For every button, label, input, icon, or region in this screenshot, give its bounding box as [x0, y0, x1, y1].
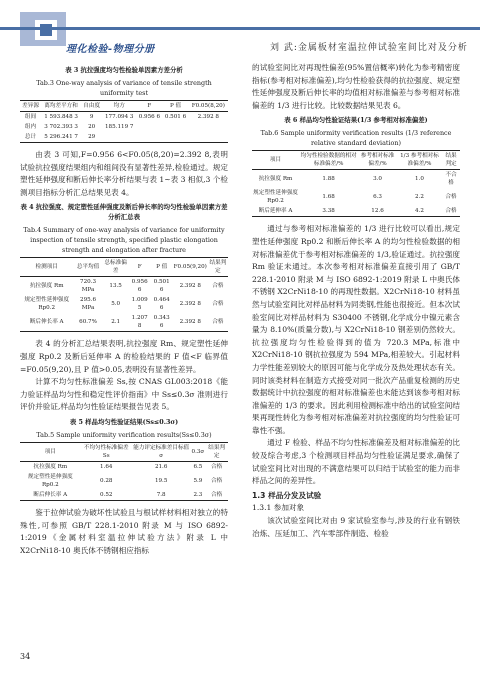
table5-caption-en: Tab.5 Sample uniformity verification results(Ss≤0.3σ) — [36, 430, 212, 439]
table-cell: 合格 — [445, 208, 457, 215]
table-cell: 5 296.241 7 — [44, 134, 78, 140]
page-number: 34 — [20, 652, 31, 661]
table-header-cell: 项目 — [44, 448, 56, 455]
table-header-cell: F0.05(8,20) — [191, 103, 225, 109]
table6-caption-cn: 表 6 样品均匀性验证结果(1/3 参考相对标准偏差) — [284, 116, 428, 125]
table-cell: 0.501 6 — [153, 279, 170, 294]
table-cell: 合格 — [211, 491, 223, 498]
table-cell: 12.6 — [371, 208, 384, 215]
table-header-cell: 离均差平方和 — [44, 103, 78, 109]
table-cell: 0.28 — [99, 477, 113, 484]
table-cell: 1.207 8 — [131, 315, 148, 330]
paragraph: 该次试验室间比对由 9 家试验室参与,涉及的行业有钢铁冶炼、压延加工、汽车零部件制造、检验 — [252, 516, 460, 538]
paragraph: 通过与参考相对标准偏差的 1/3 进行比较可以看出,规定塑性延伸强度 Rp0.2 和断后伸长率 A 的均匀性检验数据的相对标准偏差优于参考相对标准偏差的 1/3,验证通过。抗拉强度 Rm 验证未通过。本次参考相对标准偏差直接引用了 GB/T 228.1-2010 附录 M 与 ISO 6892-1:2019 附录 L 中奥氏体不锈钢 X2CrNi18-10 的再现性数据。X2CrNi18-10 材料虽然与试验室间比对样品材料为同类钢,性能也很接近。但本次试验室间比对样品材料为 S30400 不锈钢,化学成分中镍元素含量为 8.10%(质量分数),与 X2CrNi18-10 钢差别仍然较大。抗拉强度均匀性检验得到的值为 720.3 MPa,标准中 X2CrNi18-10 钢抗拉强度为 594 MPa,相差较大。引起材料力学性能差别较大的原因可能与化学成分及热处理状态有关。同时该类材料在制造方式接受对同一批次产品重复检测的历史数据统计中抗拉强度的相对标准偏差也未能达到该参考相对标准偏差的 1/3 的要求。因此利用检测标准中给出的试验室间结果再现性转化为参考相对标准偏差对抗拉强度的均匀性验证可靠性不强。 — [252, 224, 460, 435]
table-header-cell: 能力评定标准差目标值 σ — [133, 444, 190, 459]
table-cell: 抗拉强度 Rm — [258, 176, 293, 183]
table-cell — [189, 132, 228, 143]
table-cell: 规定塑性延伸强度 Rp0.2 — [24, 297, 70, 312]
table3-caption-cn: 表 3 抗拉强度均匀性检验单因素方差分析 — [65, 66, 183, 74]
table-cell: 断后延伸率 A — [258, 208, 293, 215]
table3-caption-en: Tab.3 One-way analysis of variance of tensile strength uniformity test — [36, 79, 212, 97]
table-row — [20, 295, 228, 313]
table-cell: 组内 — [24, 124, 37, 130]
table-cell: 抗拉强度 Rm — [33, 463, 68, 470]
paragraph: 鉴于拉伸试验为破坏性试验且与根试样材料相对独立的特殊性,可参照 GB/T 228.1-2010 附录 M 与 ISO 6892-1:2019《金属材料室温拉伸试验方法》附录 L 中 X2CrNi18-10 奥氏体不锈钢相应指标 — [20, 507, 228, 555]
table-cell: 177.094 3 — [105, 114, 134, 120]
page-header — [0, 0, 480, 58]
table-cell: 组间 — [24, 114, 37, 120]
table4-caption-en: Tab.4 Summary of one-way analysis of variance for uniformity inspection of tensile strength, specified plastic elongation strength and elongation after fracture — [23, 226, 225, 255]
table-cell: 1.68 — [322, 194, 335, 201]
section-heading: 1.3 样品分发及试验 — [252, 490, 322, 500]
table-cell: 295.6 MPa — [80, 297, 97, 312]
table4 — [20, 257, 228, 332]
table-row — [20, 277, 228, 296]
table-cell: 规定塑性延伸强度 Rp0.2 — [253, 190, 298, 205]
table-row — [20, 472, 228, 490]
table4-caption-cn: 表 4 抗拉强度、规定塑性延伸强度及断后伸长率的均匀性检验单因素方差分析汇总表 — [20, 203, 228, 222]
table-cell: 5.0 — [111, 301, 121, 308]
table-cell: 合格 — [445, 194, 457, 201]
paragraph: 通过 F 检验、样品不均匀性标准偏差及相对标准偏差的比较及综合考虑,3 个检测项目样品均匀性验证满足要求,确保了试验室间比对出现的不满意结果可以归结于试验室的能力而非样品之间的差异性。 — [252, 438, 460, 486]
table5-caption-cn: 表 5 样品均匀性验证结果(Ss≤0.3σ) — [69, 417, 179, 426]
table-header-cell: 自由度 — [83, 103, 101, 109]
table-row — [20, 313, 228, 332]
table-header-cell: 均匀性检验数据的相对标准偏差/% — [300, 153, 357, 168]
header-rule — [0, 27, 480, 30]
table-cell: 5.9 — [193, 477, 203, 484]
table-cell: 20 — [88, 124, 96, 130]
table-cell: 合格 — [212, 319, 224, 326]
table-cell: 21.6 — [154, 463, 168, 470]
table-cell: 2.3 — [193, 491, 203, 498]
table-row — [252, 170, 460, 189]
table-cell: 规定塑性延伸强度 Rp0.2 — [27, 473, 73, 488]
table-cell: 0.464 6 — [153, 297, 170, 312]
table-cell: 合格 — [211, 477, 223, 484]
table-header-cell: 0.3σ — [191, 448, 205, 455]
table-cell — [189, 122, 228, 132]
table-header-cell: 总标准偏差 — [104, 260, 127, 275]
table-cell: 3.0 — [373, 176, 382, 183]
table-cell: 6.3 — [373, 194, 382, 201]
table-header-cell: P 值 — [169, 103, 182, 109]
subsection-heading: 1.3.1 参加对象 — [252, 503, 305, 513]
table-cell: 合格 — [212, 301, 224, 308]
table-header-cell: 参考相对标准偏差/% — [360, 153, 395, 168]
table-cell: 断后伸长率 A — [29, 319, 64, 326]
table-row — [252, 206, 460, 217]
table-row — [20, 490, 228, 501]
table-cell — [162, 122, 188, 132]
journal-logo-text: 理化检验-物理分册 — [66, 44, 155, 55]
table-cell: 29 — [88, 134, 96, 140]
table-row — [252, 188, 460, 206]
running-title: 刘 武:金属板材室温拉伸试验室间比对及分析 — [270, 43, 468, 53]
table-cell: 2.392 8 — [197, 114, 219, 120]
table-row — [20, 122, 228, 132]
table-header-cell: 不均匀性标准偏差 Ss — [83, 444, 129, 459]
table-cell: 185.119 7 — [105, 124, 134, 130]
paragraph: 计算不均匀性标准偏差 Ss,按 CNAS GL003:2018《能力验证样品均匀性和稳定性评价指南》中 Ss≤0.3σ 准则进行评价并验证,样品均匀性验证结果报告见表 5。 — [20, 377, 228, 412]
table6 — [252, 150, 460, 217]
table-header-cell: 均方 — [113, 103, 125, 109]
table-cell: 4.2 — [415, 208, 424, 215]
table-header-cell: P 值 — [156, 264, 168, 271]
table-header-cell: 总平均值 — [76, 264, 100, 271]
table-cell: 合格 — [211, 463, 223, 470]
table-cell: 0.956 6 — [138, 114, 161, 120]
table-cell: 13.5 — [109, 283, 122, 290]
table-cell: 7.8 — [156, 491, 166, 498]
table-header-cell: 结果判定 — [209, 260, 227, 275]
table-row — [20, 132, 228, 143]
table-cell: 0.956 6 — [131, 279, 148, 294]
table-cell: 2.2 — [415, 194, 424, 201]
table-cell: 总计 — [24, 134, 37, 140]
table-row — [20, 112, 228, 123]
paragraph: 的试验室间比对再现性偏差(95%置信概率)转化为参考精密度指标(参考相对标准偏差),均匀性检验获得的抗拉强度、规定塑性延伸强度及断后伸长率的均值相对标准偏差与参考相对标准偏差的 1/3 进行比较。比较数据结果见表 6。 — [252, 63, 460, 110]
table-cell: 2.1 — [111, 319, 121, 326]
paragraph: 由表 3 可知,F=0.956 6<F0.05(8,20)=2.392 8,表明试验抗拉强度结果组内和组间没有显著性差异,检验通过。规定塑性延伸强度和断后伸长率分析结果与表 1~表 3 相似,3 个检测项目指标分析汇总结果见表 4。 — [20, 150, 228, 197]
table-cell: 合格 — [212, 283, 224, 290]
table-header-cell: 项目 — [269, 157, 282, 164]
table-cell: 2.392 8 — [179, 301, 201, 308]
table-cell — [136, 132, 162, 143]
table-cell: 3 702.393 3 — [44, 124, 78, 130]
table-cell: 0.52 — [99, 491, 113, 498]
table-cell: 60.7% — [79, 319, 97, 326]
table-cell: 1.64 — [99, 463, 113, 470]
right-column — [252, 62, 460, 540]
table-cell: 1 593.848 3 — [44, 114, 78, 120]
table-header-cell: F — [147, 103, 152, 109]
table-cell: 720.3 MPa — [80, 279, 97, 294]
table-cell — [102, 132, 136, 143]
table-header-cell: 检测项目 — [35, 264, 58, 271]
table-cell: 9 — [89, 114, 94, 120]
table-cell: 断后伸长率 A — [33, 491, 68, 498]
table5 — [20, 442, 228, 501]
paragraph: 表 4 的分析汇总结果表明,抗拉强度 Rm、规定塑性延伸强度 Rp0.2 及断后延伸率 A 的检验结果的 F 值<F 临界值=F0.05(9,20),且 P 值>0.05,表明没有显著性差异。 — [20, 339, 228, 374]
table-cell: 1.88 — [322, 176, 335, 183]
table-cell: 19.5 — [154, 477, 168, 484]
left-column — [20, 62, 228, 557]
table-header-cell: 1/3 参考相对标准偏差/% — [400, 153, 439, 168]
table-row — [20, 461, 228, 472]
table-cell: 抗拉强度 Rm — [29, 283, 64, 290]
table-header-cell: F — [137, 264, 142, 271]
table6-caption-en: Tab.6 Sample uniformity verification results (1/3 reference relative standard deviation) — [260, 129, 452, 148]
table-cell: 1.0 — [415, 176, 424, 183]
table-header-cell: 结果判定 — [208, 444, 226, 459]
table-cell: 1.009 5 — [131, 297, 148, 312]
table-header-cell: 差异源 — [22, 103, 39, 109]
table-cell: 0.501 6 — [164, 114, 187, 120]
table-cell: 6.5 — [193, 463, 203, 470]
table3 — [20, 100, 228, 143]
table-header-cell: F0.05(9,20) — [173, 264, 207, 271]
table-cell: 0.343 6 — [153, 315, 170, 330]
table-cell — [136, 122, 162, 132]
table-cell: 2.392 8 — [179, 283, 201, 290]
table-cell: 3.38 — [322, 208, 335, 215]
table-header-cell: 结果判定 — [445, 153, 457, 168]
table-cell — [162, 132, 188, 143]
table-cell: 不合格 — [445, 172, 457, 187]
table-cell: 2.392 8 — [179, 319, 201, 326]
